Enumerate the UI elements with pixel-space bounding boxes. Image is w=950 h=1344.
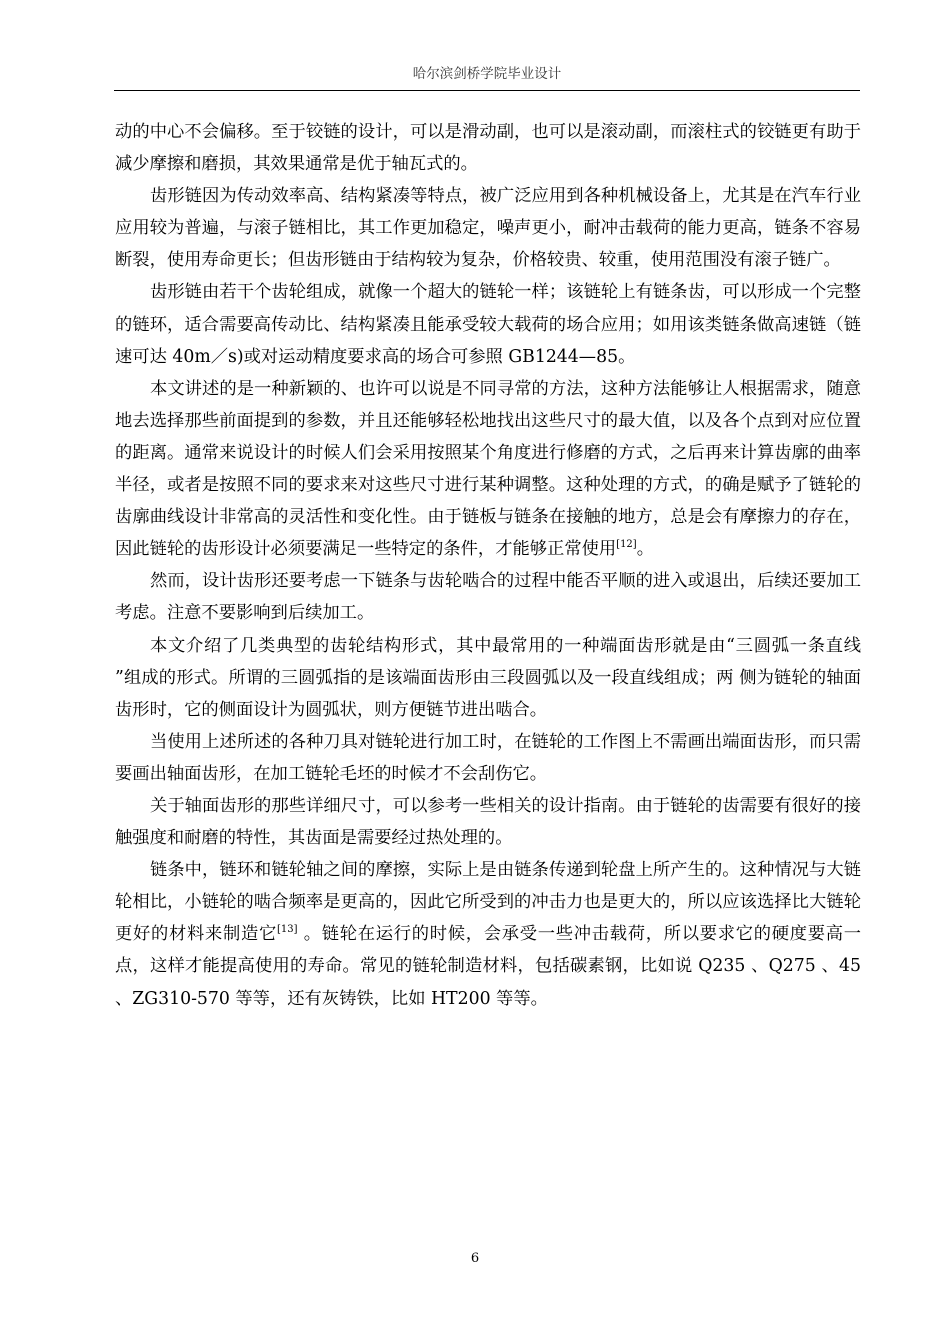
paragraph bbox=[115, 854, 861, 1014]
citation-ref-12: [12] bbox=[616, 539, 637, 551]
paragraph bbox=[115, 565, 861, 629]
paragraph-text: 然而，设计齿形还要考虑一下链条与齿轮啮合的过程中能否平顺的进入或退出，后续还要加工考虑。注意不要影响到后续加工。 bbox=[115, 571, 861, 624]
paragraph bbox=[115, 373, 861, 566]
paragraph-text: 动的中心不会偏移。至于铰链的设计，可以是滑动副，也可以是滚动副，而滚柱式的铰链更有助于减少摩擦和磨损，其效果通常是优于轴瓦式的。 bbox=[115, 122, 861, 175]
paragraph bbox=[115, 630, 861, 726]
paragraph-text-continued: 链轮在运行的时候，会承受一些冲击载荷，所以要求它的硬度要高一点，这样才能提高使用的寿命。常见的链轮制造材料，包括碳素钢，比如说 Q235 、Q275 、45 、ZG310-570 等等，还有灰铸铁，比如 HT200 等等。 bbox=[115, 924, 861, 1009]
citation-ref-13: [13] bbox=[277, 924, 298, 936]
paragraph-text: 关于轴面齿形的那些详细尺寸，可以参考一些相关的设计指南。由于链轮的齿需要有很好的接触强度和耐磨的特性，其齿面是需要经过热处理的。 bbox=[115, 795, 861, 849]
header-title: 哈尔滨剑桥学院毕业设计 bbox=[412, 66, 562, 82]
paragraph bbox=[115, 180, 861, 276]
paragraph-text: 齿形链由若干个齿轮组成，就像一个超大的链轮一样；该链轮上有链条齿，可以形成一个完整的链环，适合需要高传动比、结构紧凑且能承受较大载荷的场合应用；如用该类链条做高速链（链速可达 40m／s)或对运动精度要求高的场合可参照 GB1244—85。 bbox=[115, 282, 861, 367]
paragraph-text: 齿形链因为传动效率高、结构紧凑等特点，被广泛应用到各种机械设备上，尤其是在汽车行业应用较为普遍，与滚子链相比，其工作更加稳定，噪声更小，耐冲击载荷的能力更高，链条不容易断裂，使用寿命更长；但齿形链由于结构较为复杂，价格较贵、较重，使用范围没有滚子链广。 bbox=[115, 186, 861, 271]
paragraph-text: 当使用上述所述的各种刀具对链轮进行加工时，在链轮的工作图上不需画出端面齿形，而只需要画出轴面齿形，在加工链轮毛坯的时候才不会刮伤它。 bbox=[115, 731, 861, 784]
page-number bbox=[0, 1250, 950, 1268]
body-text bbox=[115, 116, 861, 1015]
paragraph-text: 本文讲述的是一种新颖的、也许可以说是不同寻常的方法，这种方法能够让人根据需求，随意地去选择那些前面提到的参数，并且还能够轻松地找出这些尺寸的最大值，以及各个点到对应位置的距离。通常来说设计的时候人们会采用按照某个角度进行修磨的方式，之后再来计算齿廓的曲率半径，或者是按照不同的要求来对这些尺寸进行某种调整。这种处理的方式，的确是赋予了链轮的齿廓曲线设计非常高的灵活性和变化性。由于链板与链条在接触的地方，总是会有摩擦力的存在，因此链轮的齿形设计必须要满足一些特定的条件，才能够正常使用 bbox=[115, 378, 861, 560]
paragraph bbox=[115, 726, 861, 790]
page-number-text: 6 bbox=[470, 1251, 480, 1266]
paragraph-text: 本文介绍了几类典型的齿轮结构形式，其中最常用的一种端面齿形就是由“三圆弧一条直线 ”组成的形式。所谓的三圆弧指的是该端面齿形由三段圆弧以及一段直线组成；两 侧为链轮的轴面齿形时，它的侧面设计为圆弧状，则方便链节进出啮合。 bbox=[115, 635, 861, 720]
paragraph bbox=[115, 116, 861, 180]
paragraph bbox=[115, 276, 861, 372]
paragraph bbox=[115, 790, 861, 854]
citation-tail: 。 bbox=[297, 924, 322, 945]
page-header bbox=[114, 64, 860, 91]
citation-tail: 。 bbox=[636, 539, 654, 560]
paragraph-text: 链条中，链环和链轮轴之间的摩擦，实际上是由链条传递到轮盘上所产生的。这种情况与大链轮相比，小链轮的啮合频率是更高的，因此它所受到的冲击力也是更大的，所以应该选择比大链轮更好的材料来制造它 bbox=[115, 860, 861, 945]
